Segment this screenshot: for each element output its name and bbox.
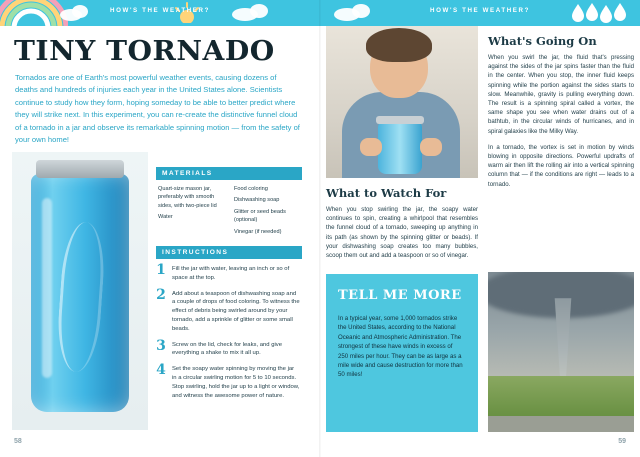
- instruction-step: [156, 337, 302, 359]
- step-number: 3: [156, 337, 166, 354]
- tornado-photo: [488, 272, 634, 432]
- boy-hair: [366, 28, 432, 62]
- running-header-left-label: HOW'S THE WEATHER?: [110, 7, 210, 14]
- material-item: Water: [158, 214, 173, 221]
- whats-going-on-section: [488, 34, 634, 196]
- what-to-watch-for-text: When you stop swirling the jar, the soapy water continues to spin, creating a whirlpool that resembles the funnel cloud of a tornado, sweeping up anything in its path (as shown by the spinning glitter or beads). If your dishwashing soap creates too many bubbles, scoop them out and add a teaspoon or so of vinegar.: [326, 206, 478, 260]
- road: [488, 416, 634, 432]
- mason-jar-photo: [12, 152, 148, 430]
- whats-going-on-heading: What's Going On: [488, 34, 597, 48]
- step-number: 1: [156, 262, 166, 278]
- whats-going-on-body: [488, 53, 634, 189]
- material-item: Dishwashing soap: [234, 197, 280, 204]
- materials-heading: MATERIALS: [156, 167, 302, 180]
- instruction-step: [156, 362, 302, 400]
- instructions-heading: INSTRUCTIONS: [156, 246, 302, 259]
- jar-lid: [36, 160, 124, 178]
- material-item: Vinegar (if needed): [234, 228, 282, 235]
- boy-with-jar-photo: [326, 26, 478, 178]
- step-text: Add about a teaspoon of dishwashing soap and a couple of drops of food coloring. To witness the effect of debris being swirled around by your tornado, add a sprinkle of glitter or some small beads.: [172, 290, 300, 332]
- instruction-step: [156, 262, 302, 283]
- boy-right-hand: [420, 138, 442, 156]
- materials-section: [156, 167, 302, 239]
- page-number-right: 59: [618, 438, 626, 445]
- step-text: Fill the jar with water, leaving an inch or so of space at the top.: [172, 266, 290, 281]
- material-item: Food coloring: [234, 186, 268, 192]
- page-number-left: 58: [14, 438, 22, 445]
- tell-me-more-text: In a typical year, some 1,000 tornados strike the United States, according to the National Oceanic and Atmospheric Administration. The strongest of these have winds in excess of 250 miles per hour. They can be as large as a mile wide and cause destruction for more than 50 miles!: [338, 315, 463, 379]
- material-item: Glitter or seed beads (optional): [234, 208, 286, 224]
- jar-highlight: [42, 198, 52, 378]
- running-header-right-label: HOW'S THE WEATHER?: [430, 7, 530, 14]
- step-number: 4: [156, 362, 166, 379]
- what-to-watch-for-section: [326, 186, 478, 260]
- step-text: Screw on the lid, check for leaks, and give everything a shake to mix it all up.: [172, 341, 283, 357]
- boy-left-hand: [360, 138, 382, 156]
- step-number: 2: [156, 286, 166, 303]
- what-to-watch-for-heading: What to Watch For: [326, 186, 447, 200]
- whats-going-on-paragraph-1: When you swirl the jar, the fluid that's pressing against the sides of the jar spins faster than the fluid in the center. When you stop, the inner fluid keeps spinning while the portion against the sides starts to slow. Meanwhile, gravity is pulling everything down. The result is a spinning spiral called a vortex, the same shape you see when water drains out of a bathtub, in the circular winds of hurricanes, and in spiral galaxies like the Milky Way.: [488, 54, 634, 135]
- running-header-left: [0, 0, 320, 26]
- instructions-section: [156, 246, 302, 407]
- page-gutter: [319, 0, 321, 457]
- held-jar: [378, 122, 422, 174]
- material-item: Quart-size mason jar, preferably with smooth sides, with two-piece lid: [158, 186, 217, 209]
- raindrops-icon: [572, 2, 632, 24]
- tell-me-more-callout: [326, 274, 478, 432]
- instruction-step: [156, 286, 302, 334]
- right-page: [320, 0, 640, 457]
- running-header-right: [320, 0, 640, 26]
- page-title: TINY TORNADO: [14, 36, 275, 67]
- held-jar-lid: [376, 116, 424, 124]
- whats-going-on-paragraph-2: In a tornado, the vortex is set in motion by winds blowing in opposite directions. Powerful updrafts of warm air then lift the rolling air into a vertical spinning column that — if the conditions are right — leads to a tornado.: [488, 143, 634, 188]
- materials-column-2: [234, 185, 300, 239]
- tell-me-more-heading: TELL ME MORE: [338, 288, 462, 303]
- intro-paragraph: Tornados are one of Earth's most powerful weather events, causing dozens of deaths and hundreds of injuries each year in the United States alone. Scientists continue to study how they form, hoping someday to be able to better predict where they will strike next. In this experiment, you can re-create the distinctive funnel cloud of a tornado in a jar and observe its remarkable spinning motion — from the safety of your own home!: [15, 73, 300, 145]
- instruction-steps: [156, 262, 302, 400]
- step-text: Set the soapy water spinning by moving the jar in a circular swirling motion for 5 to 10 seconds. Stop swirling, hold the jar up to a light or window, and witness the awesome power of nature.: [172, 366, 300, 399]
- materials-column-1: [158, 185, 224, 239]
